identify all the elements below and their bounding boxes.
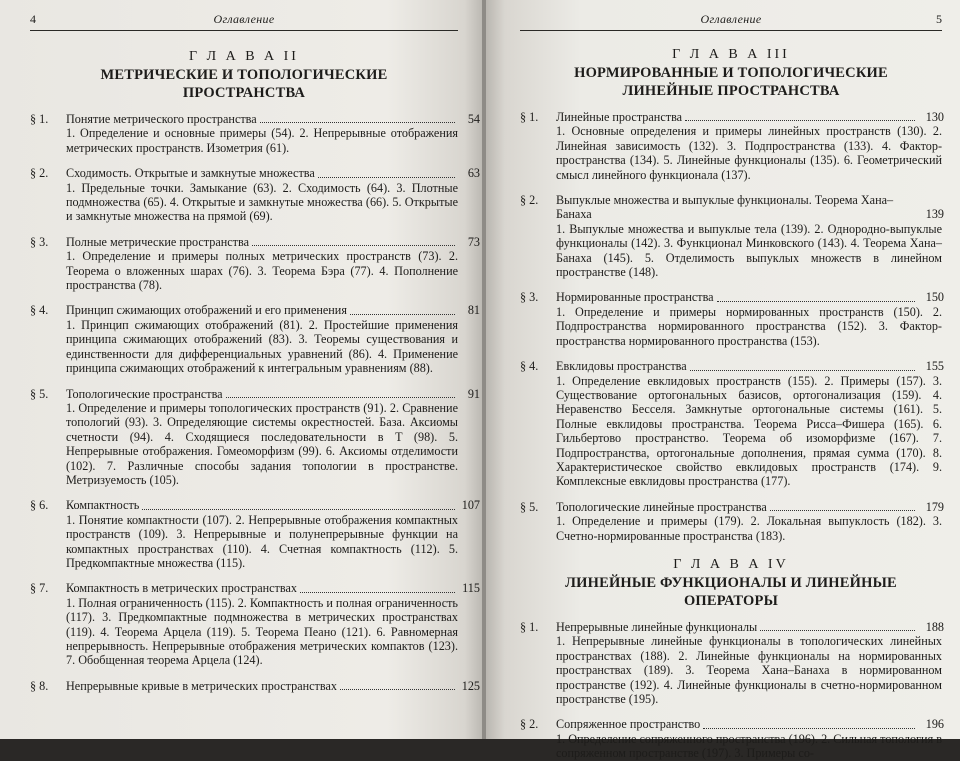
section-title: Нормированные пространства bbox=[556, 290, 714, 305]
toc-entry bbox=[520, 500, 942, 543]
chapter-title-line: МЕТРИЧЕСКИЕ И ТОПОЛОГИЧЕСКИЕ bbox=[100, 67, 388, 83]
page-ref: 125 bbox=[461, 678, 480, 693]
toc-entry bbox=[30, 678, 480, 693]
toc-entry bbox=[520, 620, 942, 706]
page-ref: 54 bbox=[467, 112, 480, 126]
leader-dots bbox=[690, 370, 915, 371]
page-ref: 188 bbox=[925, 619, 944, 634]
toc-entries bbox=[520, 620, 942, 761]
leader-dots bbox=[717, 301, 915, 302]
section-title: Сходимость. Открытые и замкнутые множества bbox=[66, 166, 315, 181]
toc-entry bbox=[520, 193, 942, 279]
page-ref: 107 bbox=[461, 498, 480, 513]
section-number: § 4. bbox=[520, 359, 539, 374]
toc-entry bbox=[30, 386, 480, 488]
page-ref: 196 bbox=[925, 717, 944, 732]
leader-dots bbox=[685, 120, 915, 121]
toc-entry bbox=[30, 166, 480, 224]
page-ref: 63 bbox=[467, 166, 480, 181]
section-number: § 3. bbox=[520, 290, 539, 305]
page-header bbox=[520, 0, 942, 31]
subsection-list: 1. Определение сопряженного пространства (196). 2. Сильная топология в сопряженном пространстве (197). 3. Примеры со- bbox=[556, 731, 942, 761]
toc-entry bbox=[520, 110, 942, 182]
toc-entry bbox=[30, 303, 480, 376]
section-number: § 1. bbox=[30, 112, 49, 126]
subsection-list: 1. Определение и примеры нормированных пространств (150). 2. Подпространства нормированного пространства (152). 3. Фактор-пространства нормированного пространства (153). bbox=[556, 304, 942, 348]
page-number: 5 bbox=[936, 12, 942, 26]
running-head: Оглавление bbox=[700, 12, 762, 26]
leader-dots bbox=[703, 728, 915, 729]
chapter-title-line: ПРОСТРАНСТВА bbox=[182, 85, 306, 101]
subsection-list: 1. Определение и основные примеры (54). 2. Непрерывные отображения метрических пространств. Изометрия (61). bbox=[66, 126, 458, 155]
page-header bbox=[30, 0, 458, 31]
subsection-list: 1. Предельные точки. Замыкание (63). 2. Сходимость (64). 3. Плотные подмножества (65). 4. Открытые и замкнутые множества (66). 5. Открытые и замкнутые множества на прямой (69). bbox=[66, 180, 458, 224]
leader-dots bbox=[350, 314, 455, 315]
leader-dots bbox=[770, 510, 915, 511]
subsection-list: 1. Определение евклидовых пространств (155). 2. Примеры (157). 3. Существование ортогональных базисов, ортогонализация (159). 4. Неравенство Бесселя. Замкнутые ортогональные системы (161). 5. Полные евклидовы пространства. Теорема Рисса–Фишера (165). 6. Гильбертово пространство. Теорема об изоморфизме (167). 7. Подпространства, ортогональные дополнения, прямая сумма (170). 8. Характеристическое свойство евклидовых пространств (174). 9. Комплексные евклидовы пространства (177). bbox=[556, 373, 942, 489]
toc-entry bbox=[520, 359, 942, 489]
section-number: § 5. bbox=[30, 386, 49, 401]
section-number: § 1. bbox=[520, 619, 539, 634]
toc-entry bbox=[30, 581, 480, 668]
page-ref: 179 bbox=[925, 499, 944, 514]
section-number: § 5. bbox=[520, 499, 539, 514]
right-page bbox=[486, 0, 960, 761]
page-ref: 73 bbox=[467, 234, 480, 249]
section-title: Полные метрические пространства bbox=[66, 234, 250, 249]
leader-dots bbox=[252, 245, 455, 246]
section-number: § 8. bbox=[30, 678, 49, 693]
section-title: Сопряженное пространство bbox=[556, 717, 701, 732]
section-title: Непрерывные кривые в метрических пространствах bbox=[66, 678, 337, 693]
toc-entries bbox=[520, 110, 942, 543]
page-ref: 139 bbox=[925, 207, 944, 222]
section-number: § 1. bbox=[520, 110, 539, 124]
subsection-list: 1. Выпуклые множества и выпуклые тела (139). 2. Однородно-выпуклые функционалы (142). 3. Функционал Минковского (143). 4. Теорема Хана–Банаха (145). 5. Отделимость выпуклых множеств в линейном пространстве (148). bbox=[556, 221, 942, 280]
page-ref: 115 bbox=[462, 581, 480, 596]
section-number: § 6. bbox=[30, 498, 49, 513]
subsection-list: 1. Непрерывные линейные функционалы в топологических линейных пространствах (188). 2. Линейные функционалы на нормированных пространствах (189). 3. Теорема Хана–Банаха в нормированном пространстве (192). 4. Линейные функционалы в счетно-нормированном пространстве (195). bbox=[556, 634, 942, 706]
chapter-heading bbox=[520, 557, 942, 609]
section-title: Принцип сжимающих отображений и его применения bbox=[66, 303, 347, 318]
section-title: Понятие метрического пространства bbox=[66, 112, 257, 126]
chapter-title-line: НОРМИРОВАННЫЕ И ТОПОЛОГИЧЕСКИЕ bbox=[574, 65, 888, 81]
leader-dots bbox=[340, 689, 455, 690]
toc-entry bbox=[520, 290, 942, 348]
section-number: § 7. bbox=[30, 581, 49, 596]
section-title: Непрерывные линейные функционалы bbox=[556, 619, 758, 634]
section-title: Топологические линейные пространства bbox=[556, 499, 767, 514]
leader-dots bbox=[260, 122, 455, 123]
section-title: Евклидовы пространства bbox=[556, 359, 687, 374]
subsection-list: 1. Принцип сжимающих отображений (81). 2. Простейшие применения принципа сжимающих отображений (83). 3. Теоремы существования и единственности для дифференциальных уравнений (86). 4. Применение принципа сжимающих отображений к интегральным уравнениям (88). bbox=[66, 317, 458, 376]
toc-entry bbox=[30, 234, 480, 293]
toc-entry bbox=[30, 498, 480, 570]
section-title: Топологические пространства bbox=[66, 386, 223, 401]
chapter-title-line: ЛИНЕЙНЫЕ ПРОСТРАНСТВА bbox=[622, 83, 840, 99]
leader-dots bbox=[318, 177, 455, 178]
leader-dots bbox=[760, 630, 915, 631]
subsection-list: 1. Полная ограниченность (115). 2. Компактность и полная ограниченность (117). 3. Предкомпактные подмножества в метрических пространствах (119). 4. Теорема Арцела (119). 5. Теорема Пеано (121). 6. Равномерная непрерывность. Непрерывные отображения метрических компактов (123). 7. Обобщенная теорема Арцела (124). bbox=[66, 595, 458, 668]
section-number: § 3. bbox=[30, 234, 49, 249]
chapter-label: Г Л А В А IV bbox=[673, 556, 789, 572]
chapter-label: Г Л А В А II bbox=[189, 49, 299, 64]
section-number: § 4. bbox=[30, 303, 49, 318]
running-head: Оглавление bbox=[213, 12, 275, 26]
section-number: § 2. bbox=[520, 717, 539, 732]
page-ref: 130 bbox=[925, 110, 944, 124]
toc-entries bbox=[30, 112, 480, 693]
section-title: Линейные пространства bbox=[556, 110, 683, 124]
section-title: Компактность bbox=[66, 498, 140, 513]
subsection-list: 1. Основные определения и примеры линейных пространств (130). 2. Линейная зависимость (132). 3. Подпространства (133). 4. Фактор-пространства (134). 5. Линейные функционалы (135). 6. Геометрический смысл линейного функционала (137). bbox=[556, 124, 942, 182]
page-ref: 155 bbox=[925, 359, 944, 374]
subsection-list: 1. Определение и примеры топологических пространств (91). 2. Сравнение топологий (93). 3. Определяющие системы окрестностей. База. Аксиомы счетности (94). 4. Сходящиеся последовательности в T (98). 5. Непрерывные отображения. Гомеоморфизм (99). 6. Аксиомы отделимости (102). 7. Различные способы задания топологии в пространстве. Метризуемость (105). bbox=[66, 400, 458, 487]
subsection-list: 1. Понятие компактности (107). 2. Непрерывные отображения компактных пространств (109). 3. Непрерывные и полунепрерывные функции на компактных пространствах (110). 4. Счетная компактность (112). 5. Предкомпактные множества (115). bbox=[66, 512, 458, 570]
leader-dots bbox=[300, 592, 455, 593]
section-number: § 2. bbox=[520, 193, 539, 208]
section-number: § 2. bbox=[30, 166, 49, 181]
page-ref: 91 bbox=[467, 386, 480, 401]
chapter-title-line: ЛИНЕЙНЫЕ ФУНКЦИОНАЛЫ И ЛИНЕЙНЫЕ bbox=[565, 574, 897, 591]
page-ref: 150 bbox=[925, 290, 944, 305]
section-title: Выпуклые множества и выпуклые функционалы. Теорема Хана–Банаха bbox=[556, 193, 894, 222]
chapter-heading bbox=[520, 47, 942, 99]
chapter-heading bbox=[30, 49, 458, 101]
subsection-list: 1. Определение и примеры полных метрических пространств (73). 2. Теорема о вложенных шарах (76). 3. Теорема Бэра (77). 4. Пополнение пространства (78). bbox=[66, 249, 458, 293]
toc-entry bbox=[520, 717, 942, 760]
section-title: Компактность в метрических пространствах bbox=[66, 581, 297, 596]
chapter-title-line: ОПЕРАТОРЫ bbox=[683, 592, 779, 609]
left-page bbox=[0, 0, 484, 739]
page-ref: 81 bbox=[467, 303, 480, 318]
chapter-label: Г Л А В А III bbox=[672, 47, 790, 62]
page-number: 4 bbox=[30, 12, 36, 26]
toc-entry bbox=[30, 112, 480, 155]
leader-dots bbox=[226, 397, 455, 398]
subsection-list: 1. Определение и примеры (179). 2. Локальная выпуклость (182). 3. Счетно-нормированные пространства (183). bbox=[556, 514, 942, 543]
leader-dots bbox=[142, 509, 455, 510]
